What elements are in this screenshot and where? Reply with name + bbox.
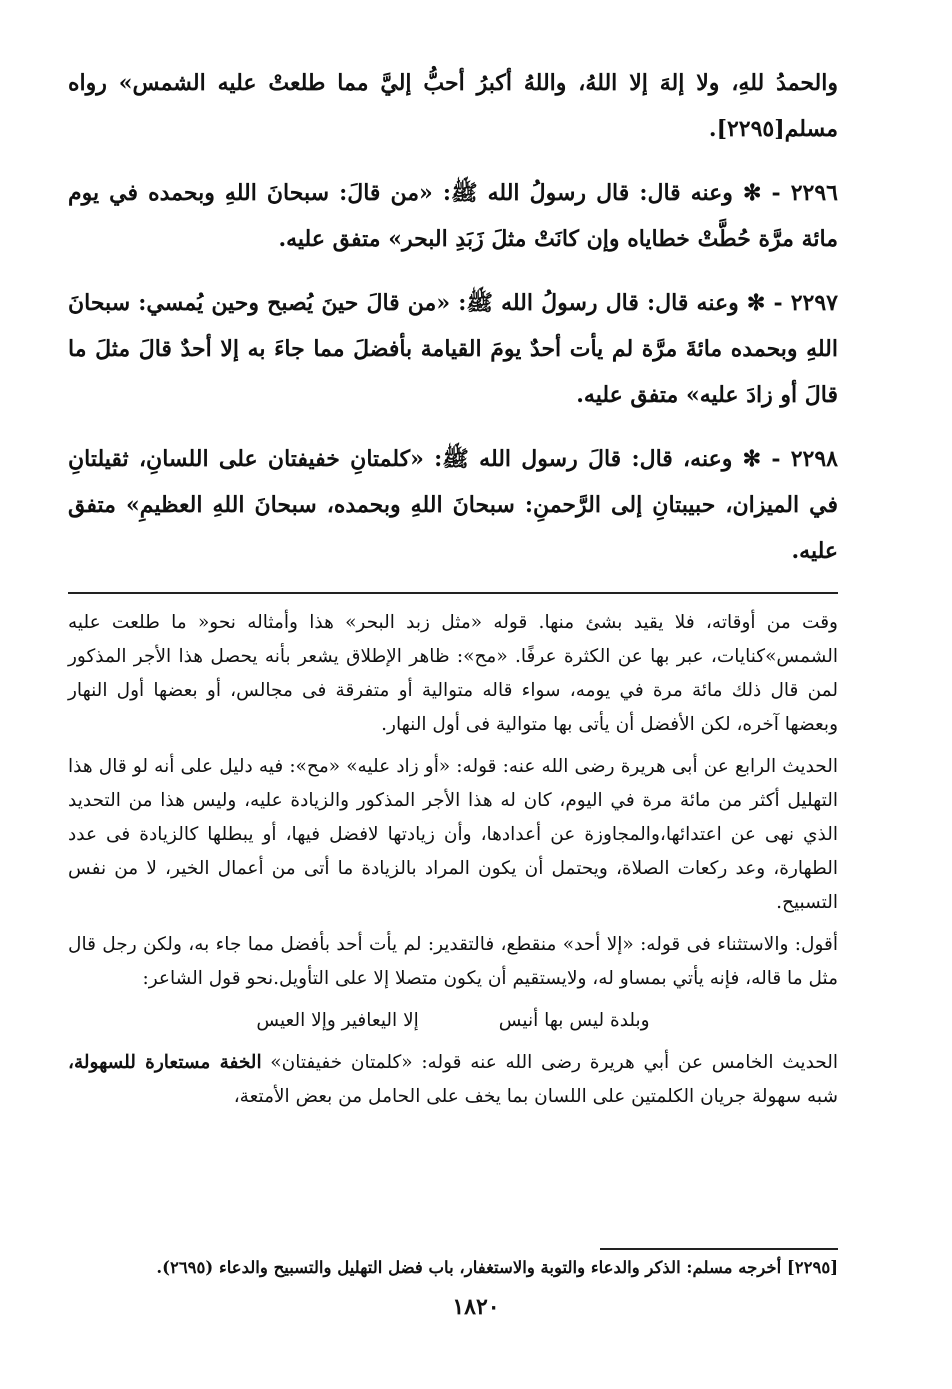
section-divider: [68, 592, 838, 594]
commentary: [68, 606, 838, 1122]
commentary-paragraph: الحديث الرابع عن أبى هريرة رضى الله عنه: قوله: «أو زاد عليه» «مح»: فيه دليل على أنه لو قال هذا التهليل أكثر من مائة مرة في اليوم، كان له هذا الأجر المذكور والزيادة عليه، وليس هذا من التحديد الذي نهى عن اعتدائها،والمجاوزة عن أعدادها، وأن زيادتها لافضل فيها، أو يبطلها كالزيادة فى عدد الطهارة، وعد ركعات الصلاة، ويحتمل أن يكون المراد بالزيادة ما أتى من أعمال الخير، لا من نفس التسبيح.: [68, 756, 838, 913]
poetry-verse: [68, 1004, 838, 1038]
hadith-paragraph: ٢٢٩٧ - ✻ وعنه قال: قال رسولُ الله ﷺ: «من قالَ حينَ يُصبح وحين يُمسي: سبحانَ اللهِ وبحمده مائةَ مرَّة لم يأت أحدٌ يومَ القيامة بأفضلَ مما جاءَ به إلا أحدٌ قالَ مثلَ ما قالَ أو زادَ عليه» متفق عليه.: [68, 290, 839, 408]
hadith-paragraph: ٢٢٩٦ - ✻ وعنه قال: قال رسولُ الله ﷺ: «من قالَ: سبحانَ اللهِ وبحمده في يوم مائة مرَّة حُطَّتْ خطاياه وإن كانَتْ مثلَ زَبَدِ البحر» متفق عليه.: [68, 180, 838, 252]
footnote: [٢٢٩٥] أخرجه مسلم: الذكر والدعاء والتوبة والاستغفار، باب فضل التهليل والتسبيح والدعاء (٢٦٩٥).: [156, 1258, 838, 1277]
hadith-paragraph: والحمدُ للهِ، ولا إلهَ إلا اللهُ، واللهُ أكبرُ أحبُّ إليَّ مما طلعتْ عليه الشمس» رواه مسلم[٢٢٩٥].: [68, 70, 838, 142]
commentary-text: الحديث الخامس عن أبي هريرة رضى الله عنه قوله: «كلمتان خفيفتان»: [261, 1052, 839, 1073]
commentary-text: شبه سهولة جريان الكلمتين على اللسان بما يخف على الحامل من بعض الأمتعة،: [233, 1086, 838, 1107]
page-number: ١٨٢٠: [452, 1294, 500, 1320]
commentary-paragraph: [68, 1046, 838, 1114]
main-text: [68, 60, 838, 592]
footnote-divider: [600, 1248, 838, 1250]
hadith-paragraph: ٢٢٩٨ - ✻ وعنه، قال: قالَ رسول الله ﷺ: «كلمتانِ خفيفتان على اللسانِ، ثقيلتانِ في الميزان، حبيبتانِ إلى الرَّحمنِ: سبحانَ اللهِ وبحمده، سبحانَ اللهِ العظيمِ» متفق عليه.: [68, 446, 838, 564]
commentary-paragraph: أقول: والاستثناء فى قوله: «إلا أحد» منقطع، فالتقدير: لم يأت أحد بأفضل مما جاء به، ولكن رجل قال مثل ما قاله، فإنه يأتي بمساو له، ولايستقيم أن يكون متصلا إلا على التأويل.نحو قول الشاعر:: [68, 934, 838, 989]
verse-second-hemistich: إلا اليعافير وإلا العيس: [256, 1010, 419, 1031]
verse-first-hemistich: وبلدة ليس بها أنيس: [498, 1010, 650, 1031]
commentary-bold-text: الخفة مستعارة للسهولة،: [68, 1052, 262, 1073]
commentary-paragraph: وقت من أوقاته، فلا يقيد بشئ منها. قوله «مثل زبد البحر» هذا وأمثاله نحو« ما طلعت عليه الشمس»كنايات، عبر بها عن الكثرة عرفًا. «مح»: ظاهر الإطلاق يشعر بأنه يحصل هذا الأجر المذكور لمن قال ذلك مائة مرة في يومه، سواء قاله متوالية أو متفرقة فى مجالس، أو بعضها أول النهار وبعضها آخره، لكن الأفضل أن يأتى بها متوالية فى أول النهار.: [68, 612, 838, 735]
